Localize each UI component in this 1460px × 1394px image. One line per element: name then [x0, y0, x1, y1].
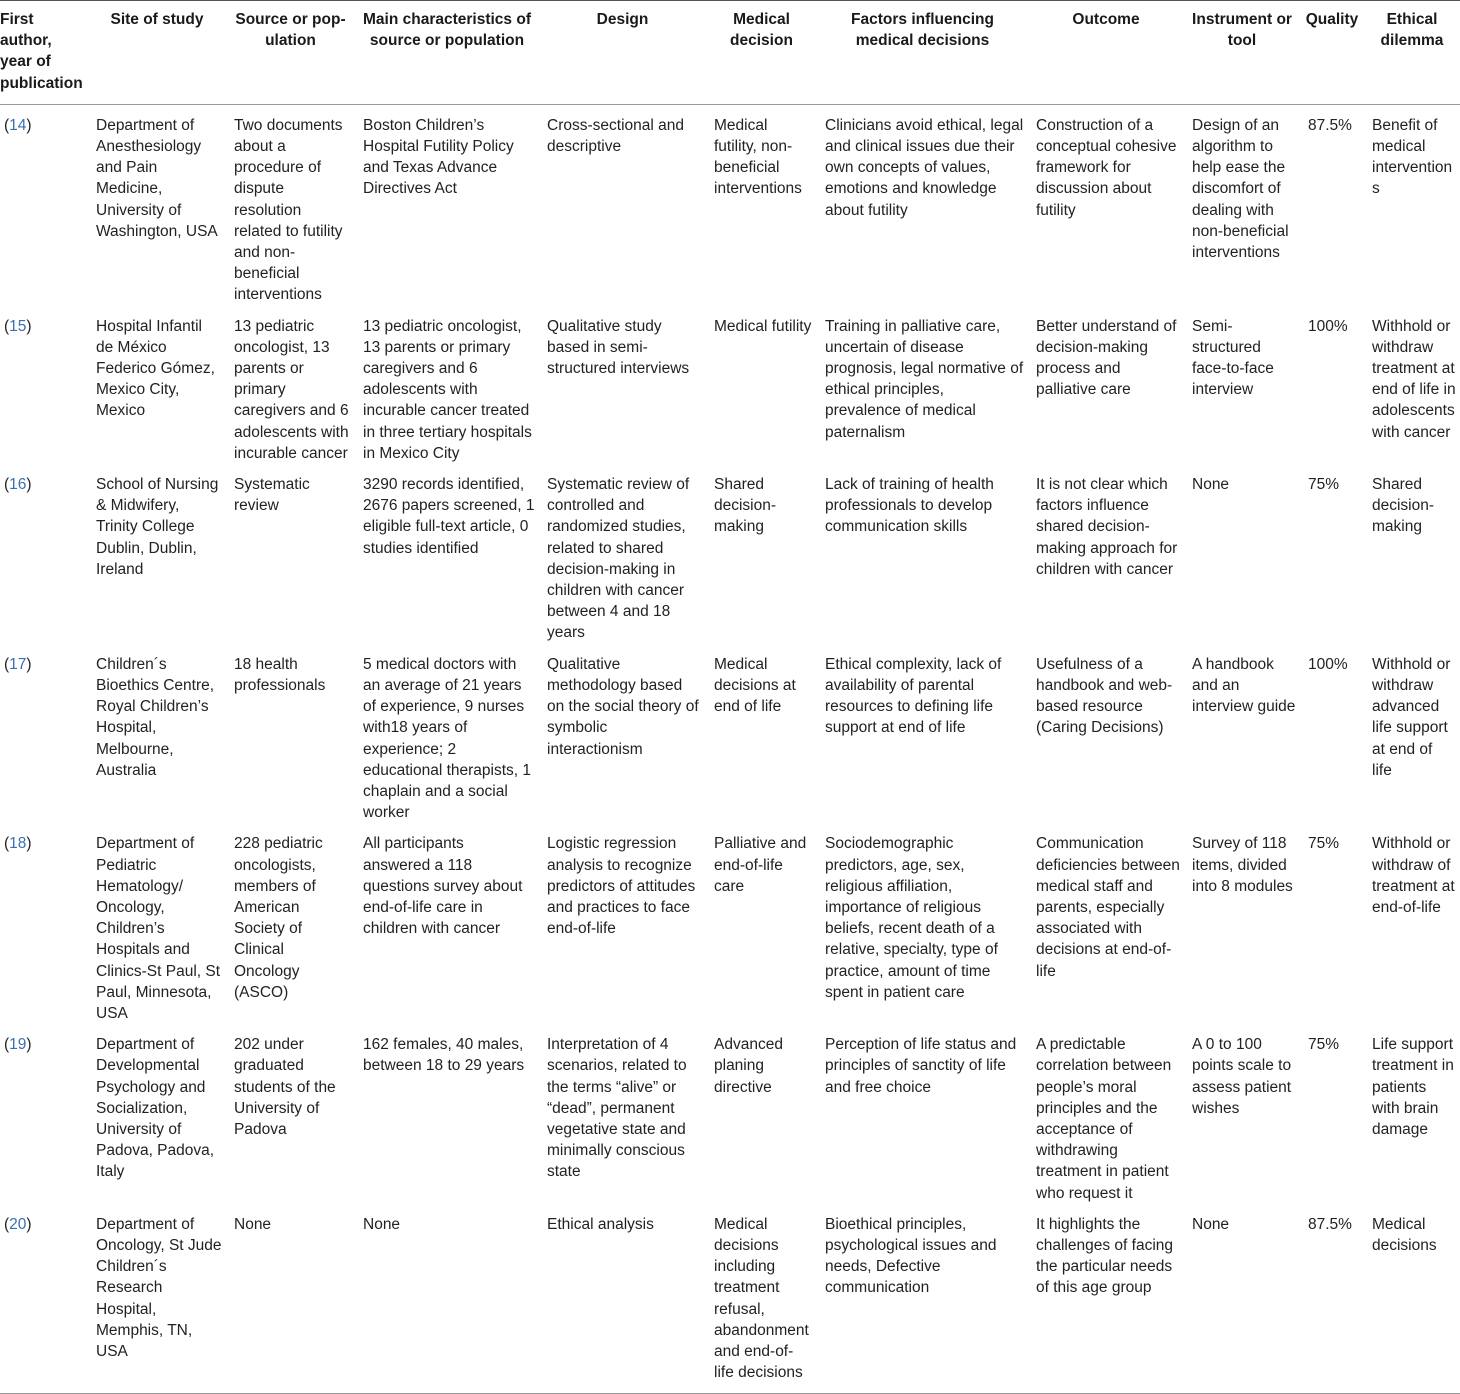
medical-decision-cell: Medical decisions at end of life	[714, 655, 796, 716]
reference-cell: (15)	[4, 317, 32, 335]
ethical-dilemma-cell: Medical decisions	[1364, 1204, 1460, 1394]
medical-decision-cell: Medical futility	[714, 317, 812, 335]
site-of-study-cell: Department of Pediatric Hematology/ Oncology, Children’s Hospitals and Clinics-St Paul, St Paul, Minnesota, USA	[96, 835, 221, 1022]
instrument-cell: Semi-structured face-to-face interview	[1192, 317, 1274, 399]
source-cell: Systematic review	[234, 476, 310, 515]
source-cell: 13 pediatric oncologist, 13 parents or primary caregivers and 6 adolescents with incurable cancer	[234, 317, 349, 462]
table-body	[0, 104, 1460, 1394]
header-instrument: Instrument or tool	[1184, 1, 1300, 105]
outcome-cell: Construction of a conceptual cohesive framework for discussion about futility	[1036, 116, 1177, 219]
source-cell: None	[226, 1204, 355, 1394]
outcome-cell: It is not clear which factors influence shared decision-making approach for children with cancer	[1036, 476, 1178, 578]
factors-cell: Clinicians avoid ethical, legal and clinical issues due their own concepts of values, emotions and knowledge about futility	[825, 116, 1024, 219]
ethical-dilemma-cell: Withhold or withdraw of treatment at end-of-life	[1372, 835, 1455, 916]
header-medical-decision: Medical decision	[706, 1, 817, 105]
instrument-cell: Survey of 118 items, divided into 8 modules	[1192, 835, 1293, 895]
header-first-author: First author, year of publication	[0, 1, 88, 105]
reference-link[interactable]: 14	[9, 116, 27, 134]
reference-link[interactable]: 16	[9, 476, 27, 494]
source-cell: Two documents about a procedure of dispute resolution related to futility and non-beneficial interventions	[234, 116, 343, 304]
header-outcome: Outcome	[1028, 1, 1184, 105]
characteristics-cell: Boston Children’s Hospital Futility Policy and Texas Advance Directives Act	[363, 116, 514, 198]
instrument-cell: None	[1192, 476, 1230, 494]
ethical-dilemma-cell: Life support treatment in patients with brain damage	[1372, 1036, 1454, 1138]
header-quality: Quality	[1300, 1, 1364, 105]
characteristics-cell: All participants answered a 118 questions survey about end-of-life care in children with cancer	[363, 835, 523, 938]
quality-cell: 87.5%	[1300, 1204, 1364, 1394]
source-cell: 18 health professionals	[234, 655, 326, 694]
ethical-dilemma-cell: Withhold or withdraw treatment at end of life in adolescents with cancer	[1372, 317, 1456, 441]
instrument-cell: Design of an algorithm to help ease the discomfort of dealing with non-beneficial interventions	[1192, 116, 1289, 262]
characteristics-cell: 162 females, 40 males, between 18 to 29 years	[363, 1036, 525, 1075]
design-cell: Cross-sectional and descriptive	[547, 116, 684, 156]
medical-decision-cell: Shared decision-making	[714, 476, 777, 536]
table-row	[0, 104, 1460, 305]
table-row	[0, 823, 1460, 1024]
header-row	[0, 1, 1460, 105]
table-row	[0, 1204, 1460, 1394]
quality-cell: 100%	[1308, 317, 1348, 335]
instrument-cell: None	[1184, 1204, 1300, 1394]
outcome-cell: A predictable correlation between people’s moral principles and the acceptance of withdrawing treatment in patient who request it	[1036, 1036, 1172, 1202]
design-cell: Logistic regression analysis to recognize predictors of attitudes and practices to face end-of-life	[547, 835, 696, 938]
design-cell: Qualitative methodology based on the social theory of symbolic interactionism	[547, 655, 699, 758]
factors-cell: Perception of life status and principles of sanctity of life and free choice	[825, 1036, 1017, 1096]
outcome-cell: It highlights the challenges of facing the particular needs of this age group	[1028, 1204, 1184, 1394]
reference-link[interactable]: 18	[9, 835, 27, 853]
quality-cell: 100%	[1308, 655, 1348, 673]
header-site-of-study: Site of study	[88, 1, 226, 105]
table-row	[0, 644, 1460, 824]
medical-decision-cell: Palliative and end-of-life care	[714, 835, 807, 895]
reference-link[interactable]: 20	[9, 1215, 27, 1233]
outcome-cell: Better understand of decision-making process and palliative care	[1036, 317, 1177, 399]
reference-cell: (16)	[4, 476, 32, 494]
outcome-cell: Communication deficiencies between medical staff and parents, especially associated with decisions at end-of-life	[1036, 835, 1180, 980]
design-cell: Systematic review of controlled and randomized studies, related to shared decision-making in children with cancer between 4 and 18 years	[547, 476, 690, 642]
table-row	[0, 464, 1460, 644]
site-of-study-cell: School of Nursing & Midwifery, Trinity College Dublin, Dublin, Ireland	[96, 476, 219, 578]
header-source-or-population: Source or pop-ulation	[226, 1, 355, 105]
table-row	[0, 306, 1460, 464]
ethical-dilemma-cell: Benefit of medical interventions	[1372, 116, 1453, 198]
factors-cell: Ethical complexity, lack of availability of parental resources to defining life support at end of life	[825, 655, 1002, 737]
quality-cell: 75%	[1308, 835, 1340, 853]
instrument-cell: A handbook and an interview guide	[1192, 655, 1296, 716]
source-cell: 202 under graduated students of the University of Padova	[234, 1036, 336, 1138]
factors-cell: Lack of training of health professionals to develop communication skills	[825, 476, 994, 536]
quality-cell: 75%	[1308, 1036, 1340, 1054]
reference-link[interactable]: 17	[9, 655, 27, 673]
table-row	[0, 1024, 1460, 1204]
reference-cell: (20)	[0, 1204, 88, 1394]
quality-cell: 87.5%	[1308, 116, 1352, 134]
factors-cell: Training in palliative care, uncertain of disease prognosis, legal normative of ethical principles, prevalence of medical paternalism	[825, 317, 1024, 441]
factors-cell: Sociodemographic predictors, age, sex, religious affiliation, importance of religious beliefs, recent death of a relative, specialty, type of practice, amount of time spent in patient care	[825, 835, 998, 1001]
factors-cell: Bioethical principles, psychological issues and needs, Defective communication	[817, 1204, 1028, 1394]
header-factors: Factors influencing medical decisions	[817, 1, 1028, 105]
characteristics-cell: 5 medical doctors with an average of 21 years of experience, 9 nurses with18 years of experience; 2 educational therapists, 1 chaplain and a social worker	[363, 655, 532, 822]
design-cell: Qualitative study based in semi-structured interviews	[547, 317, 690, 378]
header-ethical-dilemma: Ethical dilemma	[1364, 1, 1460, 105]
characteristics-cell: None	[355, 1204, 539, 1394]
ethical-dilemma-cell: Withhold or withdraw advanced life support at end of life	[1372, 655, 1451, 779]
reference-cell: (19)	[4, 1036, 32, 1054]
site-of-study-cell: Hospital Infantil de México Federico Gómez, Mexico City, Mexico	[96, 317, 215, 420]
site-of-study-cell: Department of Developmental Psychology and Socialization, University of Padova, Padova, Italy	[96, 1036, 215, 1181]
source-cell: 228 pediatric oncologists, members of American Society of Clinical Oncology (ASCO)	[234, 835, 323, 1001]
reference-link[interactable]: 15	[9, 317, 27, 335]
table-header	[0, 1, 1460, 105]
reference-link[interactable]: 19	[9, 1036, 27, 1054]
medical-decision-cell: Advanced planing directive	[714, 1036, 783, 1096]
site-of-study-cell: Department of Oncology, St Jude Children´s Research Hospital, Memphis, TN, USA	[88, 1204, 226, 1394]
instrument-cell: A 0 to 100 points scale to assess patient wishes	[1192, 1036, 1292, 1117]
reference-cell: (18)	[4, 835, 32, 853]
reference-cell: (17)	[4, 655, 32, 673]
outcome-cell: Usefulness of a handbook and web-based resource (Caring Decisions)	[1036, 655, 1173, 737]
medical-decision-cell: Medical futility, non-beneficial interventions	[714, 116, 802, 198]
header-design: Design	[539, 1, 706, 105]
site-of-study-cell: Department of Anesthesiology and Pain Medicine, University of Washington, USA	[96, 116, 218, 240]
site-of-study-cell: Children´s Bioethics Centre, Royal Children’s Hospital, Melbourne, Australia	[96, 655, 215, 779]
design-cell: Ethical analysis	[539, 1204, 706, 1394]
reference-cell: (14)	[4, 116, 32, 134]
medical-decision-cell: Medical decisions including treatment refusal, abandonment and end-of-life decisions	[706, 1204, 817, 1394]
design-cell: Interpretation of 4 scenarios, related to the terms “alive” or “dead”, permanent vegetative state and minimally conscious state	[547, 1036, 687, 1181]
ethical-dilemma-cell: Shared decision-making	[1372, 476, 1435, 536]
header-main-characteristics: Main characteristics of source or population	[355, 1, 539, 105]
characteristics-cell: 13 pediatric oncologist, 13 parents or primary caregivers and 6 adolescents with incurable cancer treated in three tertiary hospitals in Mexico City	[363, 317, 532, 462]
quality-cell: 75%	[1308, 476, 1340, 494]
characteristics-cell: 3290 records identified, 2676 papers screened, 1 eligible full-text article, 0 studies identified	[363, 476, 535, 557]
